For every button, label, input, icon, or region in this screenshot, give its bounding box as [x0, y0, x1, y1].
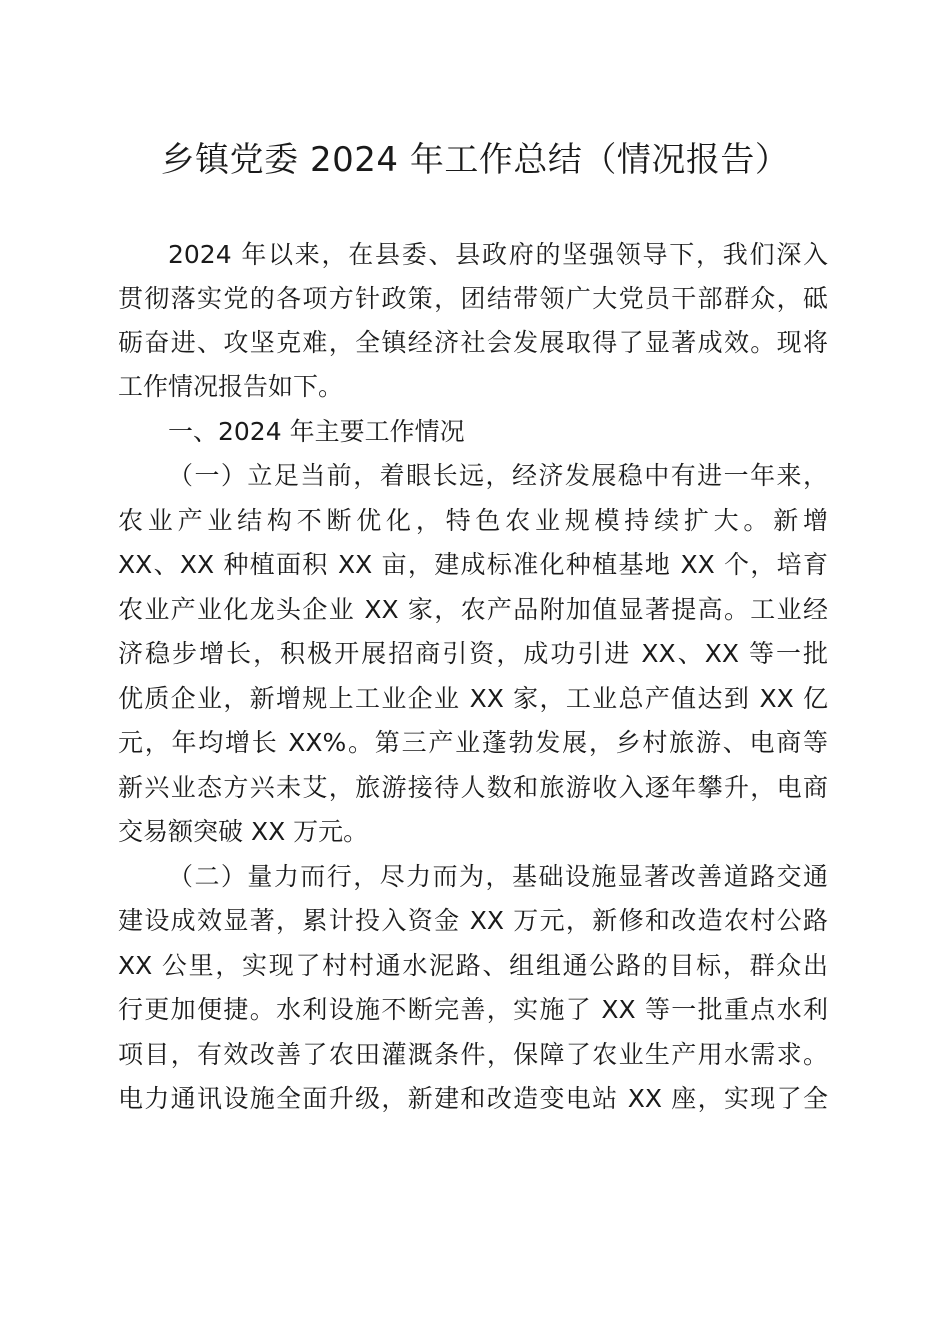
document-title: 乡镇党委 2024 年工作总结（情况报告）	[160, 140, 790, 180]
paragraph-line: XX 公里，实现了村村通水泥路、组组通公路的目标，群众出	[118, 951, 828, 980]
paragraph-line: 交易额突破 XX 万元。	[118, 817, 369, 846]
paragraph-line: 砺奋进、攻坚克难，全镇经济社会发展取得了显著成效。现将	[118, 328, 828, 357]
paragraph-line: 农业产业结构不断优化，特色农业规模持续扩大。新增	[118, 506, 828, 535]
paragraph-line: （二）量力而行，尽力而为，基础设施显著改善道路交通	[168, 862, 828, 891]
paragraph-line: 济稳步增长，积极开展招商引资，成功引进 XX、XX 等一批	[118, 639, 828, 668]
paragraph-line: 元，年均增长 XX%。第三产业蓬勃发展，乡村旅游、电商等	[118, 728, 828, 757]
section-heading: 一、2024 年主要工作情况	[168, 417, 465, 446]
paragraph-line: 电力通讯设施全面升级，新建和改造变电站 XX 座，实现了全	[118, 1084, 828, 1113]
paragraph-line: 工作情况报告如下。	[118, 372, 344, 401]
paragraph-line: 项目，有效改善了农田灌溉条件，保障了农业生产用水需求。	[118, 1040, 828, 1069]
paragraph-line: 农业产业化龙头企业 XX 家，农产品附加值显著提高。工业经	[118, 595, 828, 624]
paragraph-line: 新兴业态方兴未艾，旅游接待人数和旅游收入逐年攀升，电商	[118, 773, 828, 802]
paragraph-line: XX、XX 种植面积 XX 亩，建成标准化种植基地 XX 个，培育	[118, 550, 828, 579]
paragraph-line: （一）立足当前，着眼长远，经济发展稳中有进一年来，	[168, 461, 828, 490]
paragraph-line: 建设成效显著，累计投入资金 XX 万元，新修和改造农村公路	[118, 906, 828, 935]
paragraph-line: 贯彻落实党的各项方针政策，团结带领广大党员干部群众，砥	[118, 284, 828, 313]
paragraph-line: 行更加便捷。水利设施不断完善，实施了 XX 等一批重点水利	[118, 995, 828, 1024]
paragraph-line: 优质企业，新增规上工业企业 XX 家，工业总产值达到 XX 亿	[118, 684, 828, 713]
paragraph-line: 2024 年以来，在县委、县政府的坚强领导下，我们深入	[168, 240, 828, 269]
